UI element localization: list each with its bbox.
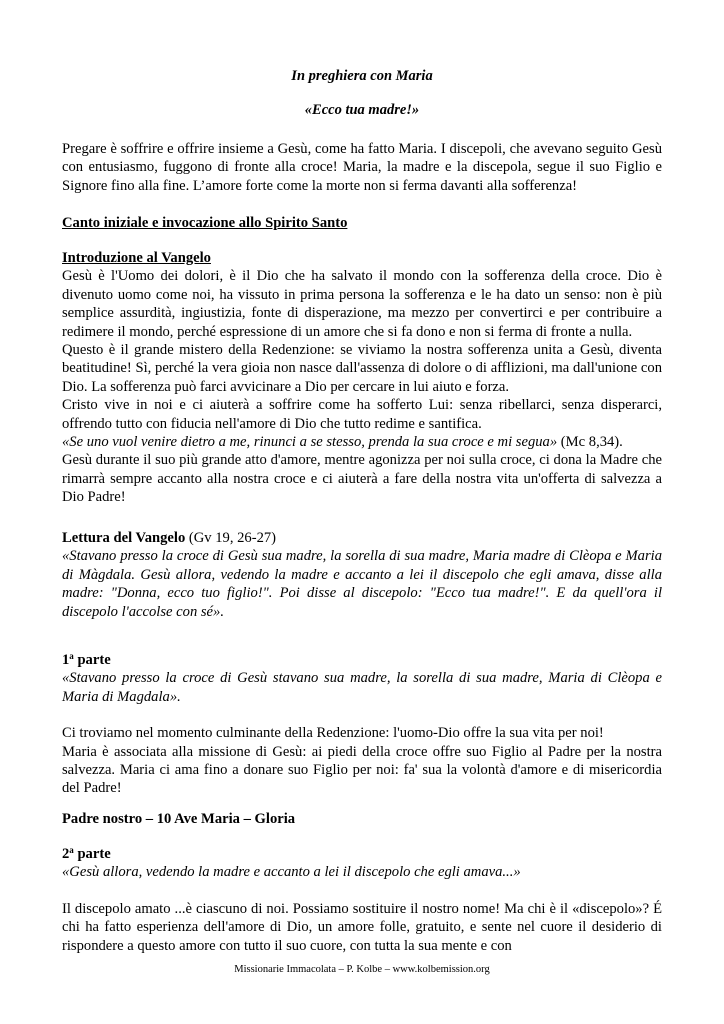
lettura-heading: Lettura del Vangelo xyxy=(62,530,186,546)
intro-paragraph: Pregare è soffrire e offrire insieme a Gesù, come ha fatto Maria. I discepoli, che avevano seguito Gesù con entusiasmo, fuggono di fronte alla croce! Maria, la madre e la discepola, segue il suo Figlio e Signore fino alla fine. L’amore forte come la morte non si ferma davanti alla sofferenza! xyxy=(62,141,662,194)
parte1-heading xyxy=(62,651,662,669)
parte2-superscript: a xyxy=(69,845,74,855)
page-subtitle: «Ecco tua madre!» xyxy=(304,102,420,118)
page-footer: Missionarie Immacolata – P. Kolbe – www.kolbemission.org xyxy=(234,964,490,975)
spacer xyxy=(62,706,662,724)
parte1-superscript: a xyxy=(69,651,74,661)
lettura-reference: (Gv 19, 26-27) xyxy=(185,530,277,546)
introduzione-quote-line xyxy=(62,433,662,451)
gospel-quote: «Se uno vuol venire dietro a me, rinunci a se stesso, prenda la sua croce e mi segua» xyxy=(62,434,558,451)
parte1-number: 1 xyxy=(62,652,70,668)
gospel-quote-reference: (Mc 8,34). xyxy=(557,434,623,451)
canto-heading: Canto iniziale e invocazione allo Spirito Santo xyxy=(62,215,348,231)
prayers-line: Padre nostro – 10 Ave Maria – Gloria xyxy=(62,811,296,827)
parte2-word: parte xyxy=(73,846,111,862)
parte1-paragraph-1: Ci troviamo nel momento culminante della Redenzione: l'uomo-Dio offre la sua vita per noi! xyxy=(62,725,604,742)
parte1-section xyxy=(62,651,662,798)
page-title: In preghiera con Maria xyxy=(291,68,433,84)
introduzione-section xyxy=(62,249,662,507)
introduzione-paragraph-4: Gesù durante il suo più grande atto d'amore, mentre agonizza per noi sulla croce, ci dona la Madre che rimarrà sempre accanto alla nostra croce e ci aiuterà a fare della nostra vita un'offerta di salvezza a Dio Padre! xyxy=(62,452,662,506)
introduzione-heading: Introduzione al Vangelo xyxy=(62,250,211,266)
lettura-heading-line xyxy=(62,529,662,547)
introduzione-paragraph-1: Gesù è l'Uomo dei dolori, è il Dio che ha salvato il mondo con la sofferenza della croce. Dio è divenuto uomo come noi, ha vissuto in prima persona la sofferenza e le ha dato un senso: non è più semplice assurdità, ingiustizia, fonte di disperazione, ma mezzo per convertirci e per contribuire a redimere il mondo, perché espressione di un amore che si fa dono e non si ferma di fronte a nulla. xyxy=(62,268,662,340)
parte1-word: parte xyxy=(73,652,111,668)
parte2-number: 2 xyxy=(62,846,70,862)
parte1-paragraph-2: Maria è associata alla missione di Gesù: ai piedi della croce offre suo Figlio al Padre per la nostra salvezza. Maria ci ama fino a donare suo Figlio per noi: fa' sua la volontà d'amore e di misericordia del Padre! xyxy=(62,743,662,797)
spacer xyxy=(62,882,662,900)
parte2-heading xyxy=(62,845,662,863)
parte2-section xyxy=(62,845,662,955)
parte2-paragraph-1: Il discepolo amato ...è ciascuno di noi. Possiamo sostituire il nostro nome! Ma chi è il «discepolo»? É chi ha fatto esperienza dell'amore di Dio, un amore folle, gratuito, e sente nel cuore il desiderio di rispondere a questo amore con tutto il suo cuore, con tutta la sua mente e con xyxy=(62,900,662,954)
parte1-quote: «Stavano presso la croce di Gesù stavano sua madre, la sorella di sua madre, Maria di Clèopa e Maria di Magdala». xyxy=(62,670,662,705)
introduzione-paragraph-2: Questo è il grande mistero della Redenzione: se viviamo la nostra sofferenza unita a Gesù, diventa beatitudine! Sì, perché la vera gioia non nasce dall'assenza di dolore o di afflizioni, ma dall'unione con Dio. La sofferenza può farci avvicinare a Dio per cercare in lui aiuto e forza. xyxy=(62,342,662,395)
lettura-text: «Stavano presso la croce di Gesù sua madre, la sorella di sua madre, Maria madre di Clèopa e Maria di Màgdala. Gesù allora, vedendo la madre e accanto a lei il discepolo che egli amava, disse alla madre: "Donna, ecco tuo figlio!". Poi disse al discepolo: "Ecco tua madre!". E da quell'ora il discepolo l'accolse con sé». xyxy=(62,548,662,620)
parte2-quote: «Gesù allora, vedendo la madre e accanto a lei il discepolo che egli amava...» xyxy=(62,864,521,881)
introduzione-paragraph-3: Cristo vive in noi e ci aiuterà a soffrire come ha sofferto Lui: senza ribellarci, senza disperarci, offrendo tutto con fiducia nell'amore di Dio che tutto redime e santifica. xyxy=(62,397,662,432)
lettura-section xyxy=(62,529,662,621)
